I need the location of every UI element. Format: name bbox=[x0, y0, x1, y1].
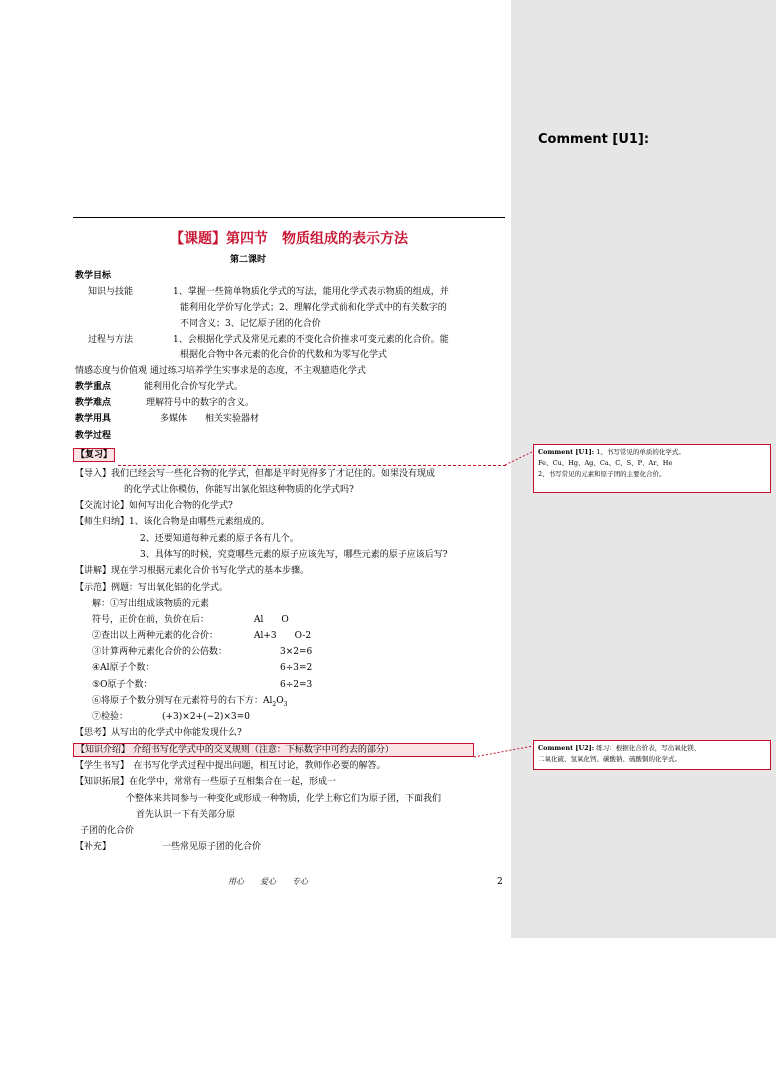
comment-connector-2-diag bbox=[474, 744, 534, 758]
step-3-label: ③计算两种元素化合价的公倍数： bbox=[92, 647, 228, 657]
step-4-value: 6÷3=2 bbox=[280, 663, 313, 673]
comment-1-line-3: 2、书写常见的元素和原子团的主要化合价。 bbox=[538, 470, 666, 478]
process-line-1: 1、会根据化学式及常见元素的不变化合价推求可变元素的化合价。能 bbox=[173, 335, 449, 345]
step-7-label: ⑦检验： bbox=[92, 712, 129, 722]
comment-1-author: Comment [U1]: bbox=[538, 448, 595, 456]
step-4-label: ④Al原子个数： bbox=[92, 663, 155, 673]
extension-line-1: 【知识拓展】在化学中，常常有一些原子互相集合在一起，形成一 bbox=[75, 777, 337, 787]
difficulty-label: 教学难点 bbox=[75, 398, 112, 408]
knowledge-line-2: 能利用化学价写化学式；2、理解化学式前和化学式中的有关数字的 bbox=[180, 303, 447, 313]
process-line-2: 根据化合物中各元素的化合价的代数和为零写化学式 bbox=[180, 350, 388, 360]
page-subtitle: 第二课时 bbox=[230, 255, 267, 265]
footer-motto: 用心 爱心 专心 bbox=[228, 877, 308, 886]
comment-box-2[interactable] bbox=[533, 740, 771, 770]
objectives-heading: 教学目标 bbox=[75, 271, 112, 281]
intro-line-1: 【导入】我们已经会写一些化合物的化学式，但都是平时见得多了才记住的。如果没有现成 bbox=[75, 469, 436, 479]
emotion-line: 情感态度与价值观 通过练习培养学生实事求是的态度，不主观臆造化学式 bbox=[75, 366, 366, 376]
comment-1-line-2: Fe、Cu、Hg、Ag、Ca、C、S、P、Ar、He bbox=[538, 459, 673, 467]
extension-line-2: 个整体来共同参与一种变化或形成一种物质，化学上称它们为原子团，下面我们 bbox=[126, 794, 442, 804]
step-5-value: 6÷2=3 bbox=[280, 680, 313, 690]
comment-box-1[interactable] bbox=[533, 444, 771, 493]
discussion-line: 【交流讨论】如何写出化合物的化学式? bbox=[75, 501, 233, 511]
process-label: 过程与方法 bbox=[88, 335, 134, 345]
step-2-label: ②查出以上两种元素的化合价： bbox=[92, 631, 219, 641]
supplement-label: 【补充】 bbox=[75, 842, 112, 852]
knowledge-line-1: 1、掌握一些简单物质化学式的写法，能用化学式表示物质的组成，并 bbox=[173, 287, 449, 297]
demo-line: 【示范】例题：写出氧化铝的化学式。 bbox=[75, 583, 229, 593]
supplement-text: 一些常见原子团的化合价 bbox=[162, 842, 262, 852]
knowledge-intro-line: 【知识介绍】 介绍书写化学式中的交叉规则（注意：下标数字中可约去的部分） bbox=[73, 743, 474, 757]
tools-label: 教学用具 bbox=[75, 414, 112, 424]
think-line: 【思考】从写出的化学式中你能发现什么? bbox=[75, 728, 242, 738]
intro-line-2: 的化学式让你模仿，你能写出氯化铝这种物质的化学式吗? bbox=[124, 485, 354, 495]
step-1b-label: 符号，正价在前，负价在后： bbox=[92, 615, 210, 625]
comment-2-line-2: 二氧化硫、氢氧化钙、碳酸钠、硫酸铜的化学式。 bbox=[538, 755, 681, 763]
key-point-label: 教学重点 bbox=[75, 382, 112, 392]
comment-pane-label: Comment [U1]: bbox=[538, 132, 650, 147]
comment-2-line-1: 练习：根据化合价表，写出氧化镁、 bbox=[594, 744, 701, 752]
process-heading: 教学过程 bbox=[75, 431, 112, 441]
knowledge-label: 知识与技能 bbox=[88, 287, 134, 297]
summary-line-1: 【师生归纳】1、该化合物是由哪些元素组成的。 bbox=[75, 517, 270, 527]
comment-1-line-1: 1、书写常见的单质的化学式。 bbox=[594, 448, 685, 456]
tools-text: 多媒体 相关实验器材 bbox=[160, 414, 260, 424]
extension-line-3: 首先认识一下有关部分原 bbox=[136, 810, 236, 820]
step-1b-value: Al O bbox=[254, 615, 289, 625]
summary-line-3: 3、具体写的时候，究竟哪些元素的原子应该先写，哪些元素的原子应该后写? bbox=[140, 550, 448, 560]
step-7-value: (+3)×2+(−2)×3=0 bbox=[162, 712, 250, 722]
header-rule bbox=[73, 217, 505, 218]
comment-connector-1-diag bbox=[505, 448, 535, 468]
comment-2-author: Comment [U2]: bbox=[538, 744, 595, 752]
page-title: 【课题】第四节 物质组成的表示方法 bbox=[170, 231, 408, 247]
knowledge-line-3: 不同含义；3、记忆原子团的化合价 bbox=[180, 319, 321, 329]
extension-line-4: 子团的化合价 bbox=[80, 826, 135, 836]
page-number: 2 bbox=[497, 877, 503, 887]
key-point-text: 能利用化合价写化学式。 bbox=[144, 382, 244, 392]
step-5-label: ⑤O原子个数： bbox=[92, 680, 153, 690]
review-label: 【复习】 bbox=[73, 448, 115, 462]
comment-connector-1 bbox=[118, 465, 506, 466]
step-6: ⑥将原子个数分别写在元素符号的右下方：$Al_2O_3$ bbox=[92, 696, 288, 708]
step-2-value: Al+3 O-2 bbox=[254, 631, 312, 641]
step-3-value: 3×2=6 bbox=[280, 647, 313, 657]
step-1: 解：①写出组成该物质的元素 bbox=[92, 599, 210, 609]
lecture-line: 【讲解】现在学习根据元素化合价书写化学式的基本步骤。 bbox=[75, 566, 310, 576]
student-write-line: 【学生书写】 在书写化学式过程中提出问题，相互讨论，教师作必要的解答。 bbox=[75, 761, 386, 771]
difficulty-text: 理解符号中的数字的含义。 bbox=[146, 398, 255, 408]
summary-line-2: 2、还要知道每种元素的原子各有几个。 bbox=[140, 534, 299, 544]
